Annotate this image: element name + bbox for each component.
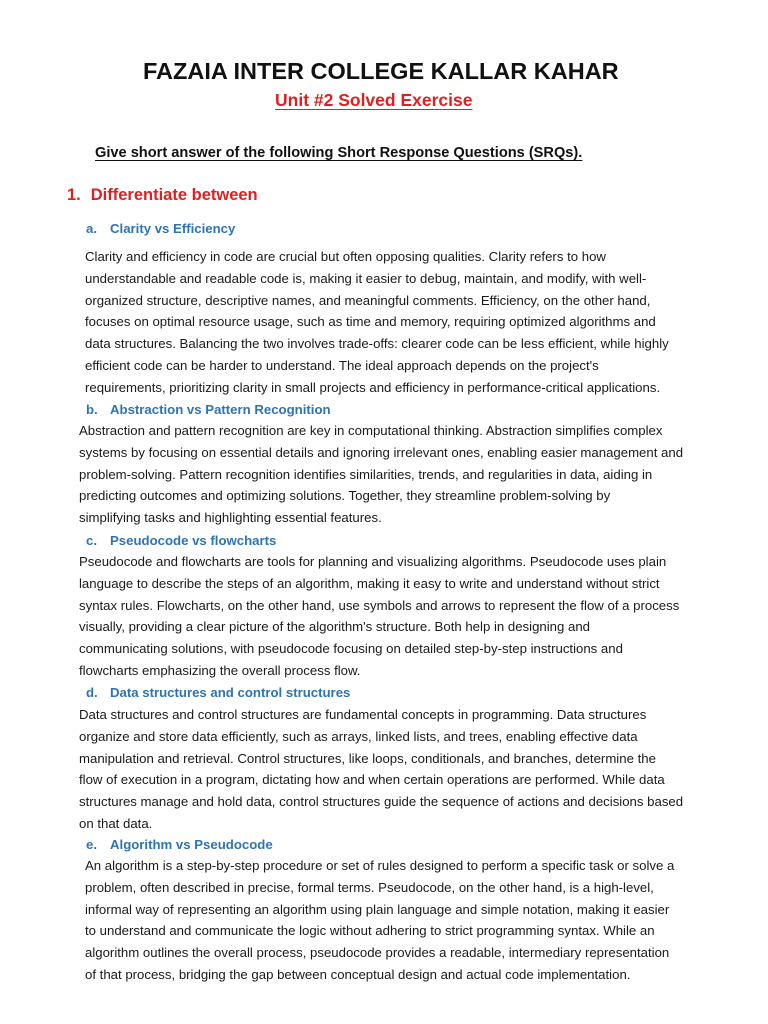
section-body-b [79, 420, 683, 529]
section-letter: e. [86, 837, 97, 852]
section-heading-d [86, 685, 350, 700]
text-line: focuses on optimal resource usage, such as time and memory, requiring optimized algorithms and [85, 314, 656, 330]
section-heading-a [86, 221, 235, 236]
section-body-a [85, 246, 669, 399]
section-letter: c. [86, 533, 97, 548]
text-line: problem, often described in precise, formal terms. Pseudocode, on the other hand, is a high-level, [85, 879, 654, 895]
instruction-heading: Give short answer of the following Short Response Questions (SRQs). [95, 145, 583, 161]
section-letter: b. [86, 402, 98, 417]
section-title: Abstraction vs Pattern Recognition [110, 402, 331, 417]
unit-subtitle: Unit #2 Solved Exercise [275, 90, 473, 110]
text-line: communicating solutions, with pseudocode focusing on detailed step-by-step instructions and [79, 641, 623, 657]
question-number: 1. [67, 186, 81, 204]
text-line: data structures. Balancing the two involves trade-offs: clearer code can be less efficient, while highly [85, 336, 669, 352]
section-letter: d. [86, 685, 98, 700]
section-title: Pseudocode vs flowcharts [110, 533, 277, 548]
section-heading-e [86, 837, 273, 852]
text-line: Clarity and efficiency in code are crucial but often opposing qualities. Clarity refers to how [85, 249, 606, 264]
section-letter: a. [86, 221, 97, 236]
text-line: of that process, bridging the gap between conceptual design and actual code implementation. [85, 966, 631, 982]
text-line: flow of execution in a program, dictating how and when certain operations are performed. While data [79, 772, 665, 788]
section-heading-c [86, 533, 276, 548]
text-line: language to describe the steps of an algorithm, making it easy to write and understand without strict [79, 575, 660, 591]
text-line: predicting outcomes and optimizing solutions. Together, they streamline problem-solving by [79, 488, 611, 504]
text-line: Data structures and control structures are fundamental concepts in programming. Data structures [79, 707, 647, 722]
section-title: Data structures and control structures [110, 685, 351, 700]
text-line: visually, providing a clear picture of the algorithm's structure. Both help in designing and [79, 619, 591, 635]
section-body-e [85, 855, 674, 986]
text-line: An algorithm is a step-by-step procedure or set of rules designed to perform a specific task or solve a [85, 858, 675, 873]
text-line: systems by focusing on essential details and ignoring irrelevant ones, enabling easier management and [79, 444, 684, 460]
question-heading [67, 186, 258, 205]
text-line: requirements, prioritizing clarity in small projects and efficiency in performance-critical applications. [85, 379, 661, 395]
section-title: Algorithm vs Pseudocode [110, 837, 273, 852]
section-body-c [79, 551, 679, 682]
college-title: FAZAIA INTER COLLEGE KALLAR KAHAR [143, 58, 619, 84]
text-line: organize and store data efficiently, such as arrays, linked lists, and trees, enabling effective data [79, 728, 638, 744]
text-line: to understand and communicate the logic without adhering to strict programming syntax. While an [85, 923, 655, 939]
text-line: Pseudocode and flowcharts are tools for planning and visualizing algorithms. Pseudocode uses plain [79, 554, 667, 569]
text-line: simplifying tasks and highlighting essential features. [79, 510, 382, 526]
text-line: manipulation and retrieval. Control structures, like loops, conditionals, and branches, determine the [79, 750, 656, 766]
text-line: Abstraction and pattern recognition are key in computational thinking. Abstraction simplifies complex [79, 423, 663, 438]
text-line: informal way of representing an algorithm using plain language and simple notation, making it easier [85, 901, 670, 917]
text-line: on that data. [79, 815, 153, 831]
text-line: syntax rules. Flowcharts, on the other hand, use symbols and arrows to represent the flow of a process [79, 597, 680, 613]
section-title: Clarity vs Efficiency [110, 221, 236, 236]
text-line: organized structure, descriptive names, and meaningful comments. Efficiency, on the other hand, [85, 292, 651, 308]
question-title: Differentiate between [90, 186, 258, 204]
section-body-d [79, 704, 683, 835]
text-line: flowcharts emphasizing the overall process flow. [79, 662, 361, 678]
text-line: efficient code can be harder to understand. The ideal approach depends on the project's [85, 357, 599, 373]
text-line: structures manage and hold data, control structures guide the sequence of actions and decisions based [79, 794, 684, 810]
text-line: problem-solving. Pattern recognition identifies similarities, trends, and regularities in data, aiding in [79, 466, 653, 482]
section-heading-b [86, 402, 331, 417]
text-line: algorithm outlines the overall process, pseudocode provides a readable, intermediary representation [85, 945, 670, 961]
text-line: understandable and readable code is, making it easier to debug, maintain, and modify, with well- [85, 270, 647, 286]
